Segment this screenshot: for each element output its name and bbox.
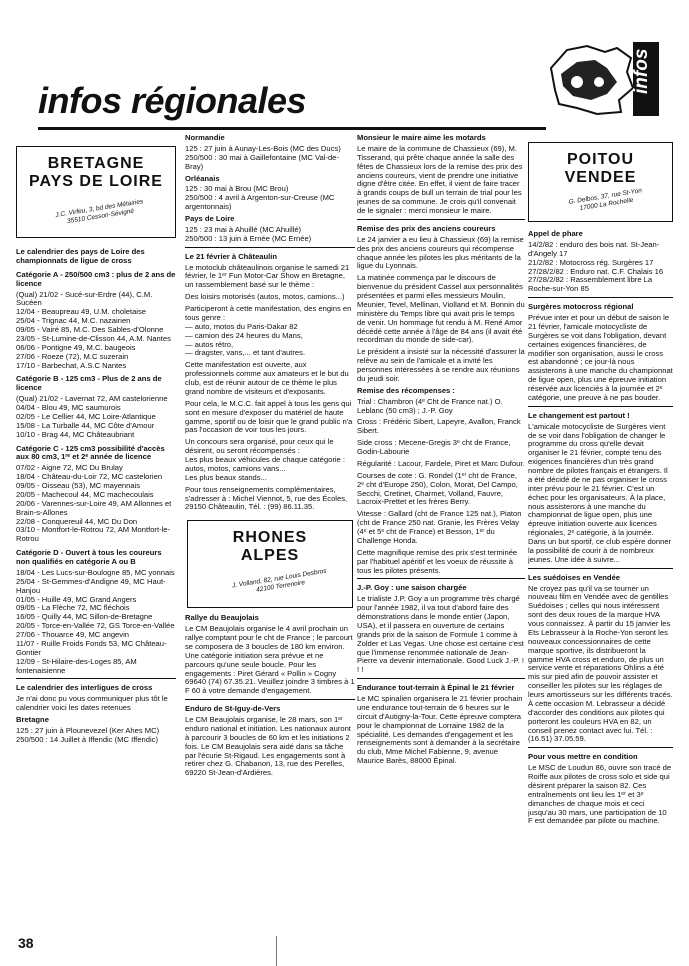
regularite-results: Régularité : Lacour, Fardele, Piret et Marc Dufour. <box>357 458 525 468</box>
pays-loire-items: 125 : 23 mai à Ahuillé (MC Ahuillé) 250/500 : 13 juin à Ernée (MC Ernée) <box>185 224 312 243</box>
cat-a-items: (Qual) 21/02 - Sucé-sur-Erdre (44), C.M. Sucéen 12/04 - Beaupreau 49, U.M. choletaise 25/04 - Trignac 44, M.C. nazairien 09/05 - Vairé 85, M.C. Des Sables-d'Olonne 23/05 - St-Lumine-de-Clisson 44, A.M. Nantes 06/06 - Pontigne 49, M.C. baugeois 27/06 - Roeze (72), M.C suzerain 17/10 - Barbechat, A.S.C Nantes <box>16 289 171 370</box>
chateaulin-p3: Participeront à cette manifestation, des engins en tous genre : — auto, motos du Paris-Dakar 82 — camion des 24 heures du Mans, — autos rétro, — dragster, vans,... et tant d'autres. <box>185 304 352 358</box>
rhones-title: RHONES ALPES <box>232 529 308 564</box>
orleanais-items: 125 : 30 mai à Brou (MC Brou) 250/500 : 4 avril à Argenton-sur-Creuse (MC argentonnais) <box>185 184 335 212</box>
enduro-p1: Le CM Beaujolais organise, le 28 mars, son 1ᵉʳ enduro national et initiation. Les nationaux auront à parcourir 3 boucles de 60 km et les initiations 2 fois. Le CM Beaujolais sera aidé dans sa tâche par l'écurie St-Rigaud. Les engagements sont à retirer chez G. Chabanon, 13, rue des Perelles, 69220 St-Jean-d'Ardières. <box>185 715 351 778</box>
surgeres-heading: Surgères motocross régional <box>528 302 634 312</box>
bretagne-address: J.C. Virfeu, 3, bd des Métairies 35510 Cesson-Sévigné <box>54 198 144 225</box>
column-poitou <box>528 134 673 904</box>
remise-p3: Le président a insisté sur la nécessité d'assurer la relève au sein de l'amicale et a invité les personnes intéressées à se rendre aux réunions du jeudi soir. <box>357 347 525 383</box>
chateaulin-p6: Un concours sera organisé, pour ceux qui le désirent, ou seront récompensés : Les plus beaux véhicules de chaque catégorie : autos, motos, camions vans... Les plus beaux stands... <box>185 437 345 482</box>
suedoises-p1: Ne croyez pas qu'il va se tourner un nouveau film en Vendée avec de gentilles Suédoises ; celles qui nous intéressent sont des deux roues de la marque HVA vous connaissez. À partir du 15 janvier les Ets Lebrasseur à la Roche-Yon seront les nouveaux concessionnaires de cette marque sportive, ils distribueront la gamme HVA cross et enduro, de plus un service vente et réparations Ohlins a été mis sur pied afin de pouvoir assister et conseiller les pilotes sur les réglages de leurs amortisseurs sur les différents tracés. À cette occasion M. Lebrasseur a décidé d'accorder des conditions aux pilotes qui porteront les couleurs HVA en 82, un conseil prenez contact avec lui. Tél. : (16.51) 37.05.59. <box>528 583 673 744</box>
condition-heading: Pour vous mettre en condition <box>528 752 638 762</box>
enduro-heading: Enduro de St-Iguy-de-Vers <box>185 704 281 714</box>
cat-b-items: (Qual) 21/02 - Lavernat 72, AM castelorienne 04/04 - Blou 49, MC saumurois 02/05 - Le Cellier 44, MC Loire-Atlantique 15/08 - La Turballe 44, MC Côte d'Amour 10/10 - Brag 44, MC Châteaubriant <box>16 394 168 439</box>
vitesse-results: Vitesse : Gallard (cht de France 125 nat.), Piaton (cht de France 250 nat. Granie, les Frères Velay (4ᵉ et 5ᵉ cht de France) et Besson, 1ᵉʳ du Challenge Honda. <box>357 509 522 545</box>
normandie-items: 125 : 27 juin à Aunay-Les-Bois (MC des Ducs) 250/500 : 30 mai à Gaillefontaine (MC Val-de-Bray) <box>185 143 341 171</box>
interligues-region: Bretagne <box>16 715 49 724</box>
logo-text: infos <box>631 48 652 94</box>
appel-items: 14/2/82 : enduro des bois nat. St-Jean-d'Angely 17 21/2/82 : Motocross rég. Surgères 17 27/28/2/82 : Enduro nat. C.F. Chalais 16 27/28/2/82 : Rassemblement libre La Roche-sur-Yon 85 <box>528 239 664 294</box>
bretagne-title: BRETAGNE PAYS DE LOIRE <box>29 155 163 190</box>
beaujolais-heading: Rallye du Beaujolais <box>185 613 259 623</box>
orleanais-heading: Orléanais <box>185 173 220 183</box>
column-middle <box>185 134 355 894</box>
maire-p1: Le maire de la commune de Chassieux (69), M. Tisserand, qui prête chaque année la salle des fêtes de Chassieux lors de la remise des prix des anciens coureurs, vient de prendre une initiative digne d'être citée. En effet, il vient de faire tracer à grands coups de bull un terrain de trial pour les jeunes de sa commune. Je crois qu'il convenait de le signaler : merci monsieur le maire. <box>357 143 523 215</box>
interligues-intro: Je n'ai donc pu vous communiquer plus tôt le calendrier voici les dates retenues <box>16 694 168 713</box>
cote-results: Courses de cote : G. Rondel (1ᵉʳ cht de France, 2ᵉ cht d'Europe 250), Colon, Morat, Del Campo, Secchi, Cretinet, Charmet, Volland, Fauvre, Lacroix-Prettet et les frères Berry. <box>357 470 518 507</box>
remise-p4: Cette magnifique remise des prix s'est terminée par l'habituel apéritif et les voeux de réussite à tous les pilotes présents. <box>357 547 518 575</box>
pays-loire-heading: Pays de Loire <box>185 214 235 223</box>
chateaulin-p1: Le motoclub châteaulinois organise le samedi 21 février, le 1ᵉʳ Fun Motor-Car Show en Bretagne, un rassemblement basé sur le thème : <box>185 262 350 290</box>
surgeres-p1: Prévue inter et pour un début de saison le 21 février, l'amicale motocycliste de Surgères se voit dans l'obligation, devant certaines exigences financières, de modifier son organisation, aussi le cross est abandonné ; ce jour-là nous assisterons à une manche du championnat de ligue open, plus une épreuve initiation réservée aux licenciés à la journée et 2ᵉ catégorie, une preuve à ne pas bouder. <box>528 313 673 402</box>
suedoises-heading: Les suédoises en Vendée <box>528 572 621 582</box>
cat-c-items: 07/02 - Aigne 72, MC Du Brulay 18/04 - Château-du-Loir 72, MC castelorien 09/05 - Oisseau (53), MC mayennais 20/05 - Machecoul 44, MC machecoulais 20/06 - Varennes-sur-Loire 49, AM Allonnes et Brain-s-Allones 22/08 - Conquereuil 44, MC Du Don 03/10 - Montfort-le-Rotrou 72, AM Montfort-le-Rotrou <box>16 463 172 544</box>
page-title: infos régionales <box>38 80 307 121</box>
side-results: Side cross : Mecene-Gregis 3ᵉ cht de France, Godin-Labourie <box>357 438 511 456</box>
cat-b-heading: Catégorie B - 125 cm3 - Plus de 2 ans de licence <box>16 374 162 393</box>
condition-p1: Le MSC de Loudun 86, ouvre son tracé de Roiffe aux pilotes de cross solo et side qui désirent préparer la saison 82. Ces entraînements ont lieu les 1ᵉʳ et 3ᵉ dimanches de chaque mois et ceci jusqu'au 30 mars, une participation de 10 F est demandée par pilote ou machine. <box>528 763 672 826</box>
remise-heading: Remise des prix des anciens coureurs <box>357 223 496 233</box>
chateaulin-p4: Cette manifestation est ouverte, aux professionnels comme aux amateurs et le but du club, est de réunir autour de ce thème le plus grand nombre de visiteurs et d'exposants. <box>185 360 349 396</box>
chateaulin-p5: Pour cela, le M.C.C. fait appel à tous les gens qui sont en mesure d'exposer du matériel de haute gamme, sportif ou de loisir que le grand public n'a pas l'occasion de voir tous les jours. <box>185 398 353 435</box>
rhones-address: J. Volland, 82, rue Louis Desbros 42100 Terrenoire <box>231 567 328 594</box>
normandie-heading: Normandie <box>185 134 225 142</box>
remise-p1: Le 24 janvier a eu lieu à Chassieux (69) la remise des prix des anciens coureurs qui récompense chaque année les pilotes les plus méritants de la ligue du Lyonnais. <box>357 234 524 271</box>
appel-heading: Appel de phare <box>528 229 583 238</box>
epinal-p1: Le MC spinalien organisera le 21 février prochain une endurance tout-terrain de 6 heures sur le circuit d'Autigny-la-Tour. Cette épreuve comptera pour le championnat de Lorraine 1982 de la spécialité. Les demandes d'engagement et les renseignements sont à demander à la secrétaire du club, Mme Michel Fabienne, 9, avenue Maurice Barès, 88000 Épinal. <box>357 694 523 766</box>
epinal-heading: Endurance tout-terrain à Épinal le 21 février <box>357 683 515 693</box>
chateaulin-heading: Le 21 février à Châteaulin <box>185 251 278 261</box>
cross-results: Cross : Frédéric Sibert, Lapeyre, Avallon, Franck Sibert. <box>357 417 521 436</box>
chateaulin-p2: Des loisirs motorisés (autos, motos, camions...) <box>185 292 345 302</box>
cat-c-heading: Catégorie C - 125 cm3 possibilité d'accès aux 80 cm3, 1ʳᵉ et 2ᵉ année de licence <box>16 443 165 462</box>
column-lyonnais <box>357 134 525 909</box>
column-bretagne <box>16 134 176 914</box>
rhones-region-box <box>187 520 353 608</box>
page-spine <box>276 936 277 966</box>
bretagne-calendar-heading: Le calendrier des pays de Loire des championnats de ligue de cross <box>16 247 145 265</box>
changement-heading: Le changement est partout ! <box>528 410 630 420</box>
remise-p2: La matinée commença par le discours de bienvenue du président Cassel aux personnalités présentées et parmi elles messieurs Moulin, Meunier, Tevel, Mellinan, Violland et M. Bonnin du ministère du Temps libre qui avait pris le temps de venir. Un hommage fut rendu à M. René Amor décédé cette année à l'âge de 84 ans (il avait été recordman du monde de side-car). <box>357 273 525 345</box>
beaujolais-p1: Le CM Beaujolais organise le 4 avril prochain un rallye comptant pour le cht de France ; le parcourt se composera de 3 boucles de 180 km environ. Une catégorie initiation sera prévue et ne parcours qu'une seule boucle. Pour les engagements : Piret Gérard « Pollin » Cogny 69640 (74) 67.35.21. Veuillez joindre 3 timbres à 1 F 60 à votre demande d'engagement. <box>185 624 355 696</box>
page-number: 38 <box>18 935 34 951</box>
goy-heading: J.-P. Goy : une saison chargée <box>357 583 467 593</box>
interligues-heading: Le calendrier des interligues de cross <box>16 683 153 693</box>
title-rule <box>38 127 546 130</box>
cat-d-items: 18/04 - Les Lucs-sur-Boulogne 85, MC yonnais 25/04 - St-Gemmes-d'Andigne 49, MC Haut-Hanjou 01/05 - Huille 49, MC Grand Angers 09/05 - La Flèche 72, MC fléchois 16/05 - Quilly 44, MC Sillon-de-Bretagne 20/05 - Torce-en-Vallée 72, GS Torce-en-Vallée 27/06 - Thouarce 49, MC angevin 11/07 - Ruille Froids Fonds 53, MC Château-Gontier 12/09 - St-Hilaire-des-Loges 85, AM fontenaisienne <box>16 567 175 675</box>
changement-p1: L'amicale motocycliste de Surgères vient de se voir dans l'obligation de changer le programme du cross qu'elle devait organiser le 21 février, compte tenu des exigences financières d'un très grand nombre de pilotes français et étrangers. Il a été décidé de ne pas organiser le cross inter prévu pour le 21 février. C'est un échec pour les organisateurs. À la place, nous assisterons à une manche du championnat de ligue open, plus une épreuve initiation ouverte aux licences régionales, 2ᵉ catégorie, à la journée. Dans un but sportif, ce club espère donner la possibilité de courir à de nombreux jeunes. Une idée à suivre... <box>528 421 672 564</box>
poitou-address: G. Delbos, 37, rue St-Yon 17000 La Rochelle <box>568 187 643 212</box>
chateaulin-p7: Pour tous renseignements complémentaires, s'adresser à : Michel Viennot, 5, rue des Écoles, 29150 Châteaulin, Tél. : (99) 86.11.35. <box>185 484 348 512</box>
cat-d-heading: Catégorie D - Ouvert à tous les coureurs non qualifiés en catégorie A ou B <box>16 548 162 566</box>
poitou-region-box <box>528 142 673 222</box>
poitou-title: POITOU VENDEE <box>564 151 637 186</box>
cat-a-heading: Catégorie A - 250/500 cm3 : plus de 2 ans de licence <box>16 269 176 288</box>
maire-heading: Monsieur le maire aime les motards <box>357 134 486 142</box>
interligues-items: 125 : 27 juin à Plounevezel (Ker Ahes MC) 250/500 : 14 Juillet à Iffendic (MC Iffendic) <box>16 725 160 744</box>
infos-logo <box>547 38 661 120</box>
recompenses-heading: Remise des récompenses : <box>357 385 455 395</box>
goy-p1: Le trialiste J.P. Goy a un programme très chargé pour l'année 1982, il va tout d'abord faire des démonstrations dans le monde entier (Japon, USA), et il passera en ouverture de certains grands prix de la saison de Formule 1 comme à Zolder et Las Vegas. Une chose est certaine c'est que l'immense renommée nationale de Jean-Pierre va devenir internationale. Good Luck J.-P. ! ! ! <box>357 594 525 675</box>
trial-results: Trial : Chambron (4ᵉ Cht de France nat.) O. Leblanc (50 cm3) ; J.-P. Goy <box>357 396 503 415</box>
bretagne-region-box <box>16 146 176 238</box>
